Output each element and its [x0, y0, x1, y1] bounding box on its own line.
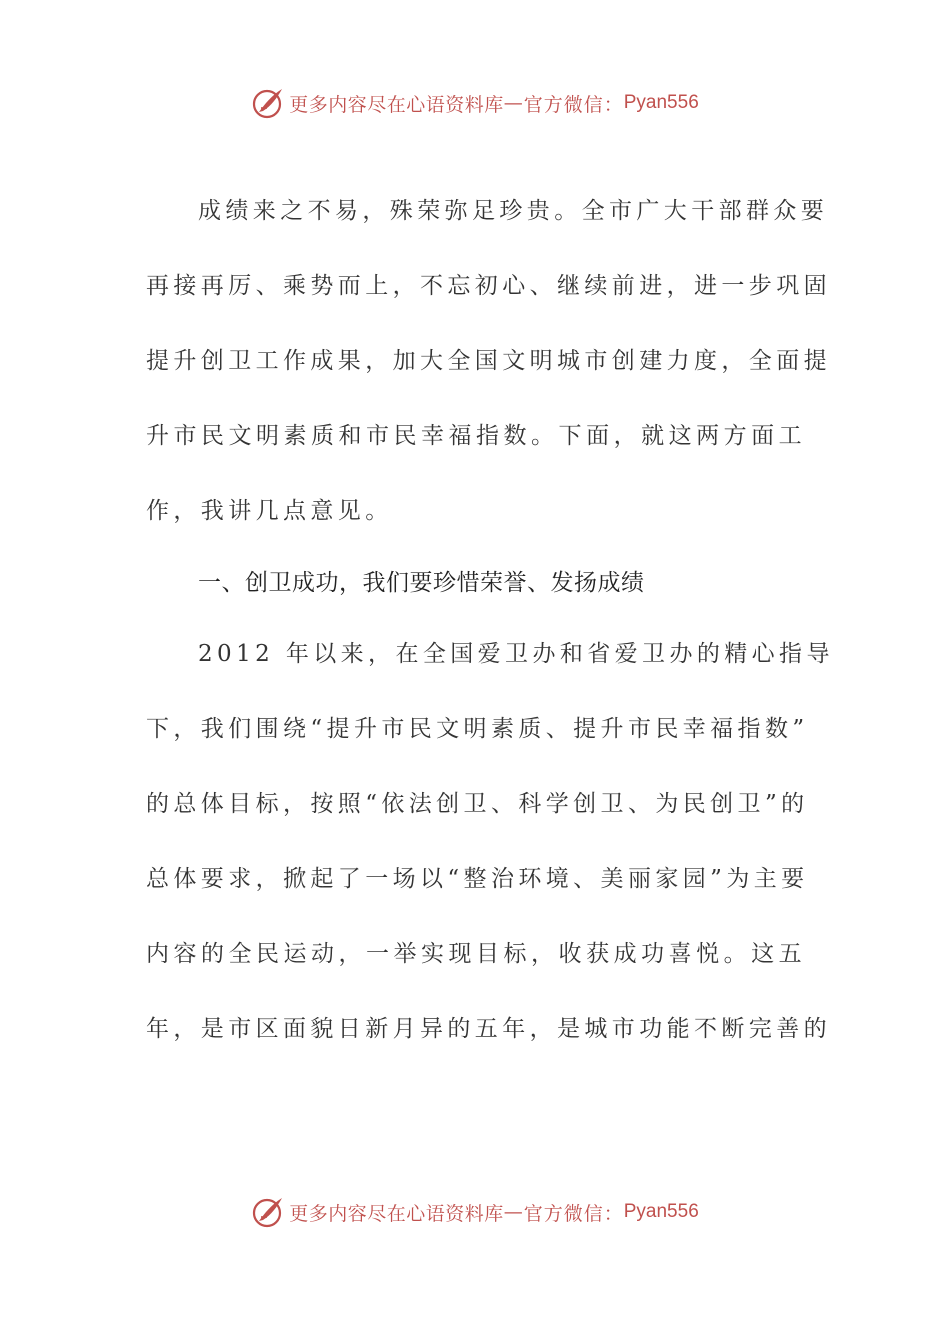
text-line: 内容的全民运动，一举实现目标，收获成功喜悦。这五 [146, 941, 806, 967]
text-line: 的总体目标，按照“依法创卫、科学创卫、为民创卫”的 [146, 791, 809, 817]
text-line: 2012 年以来，在全国爱卫办和省爱卫办的精心指导 [198, 641, 834, 667]
banner-slogan: 更多内容尽在心语资料库 [289, 1202, 504, 1225]
banner-wechat-label: 官方微信： [523, 1202, 624, 1225]
document-body [146, 174, 834, 1067]
text-line: 年，是市区面貌日新月异的五年，是城市功能不断完善的 [146, 1016, 831, 1042]
paragraph-2 [146, 617, 834, 1067]
section-heading: 一、创卫成功，我们要珍惜荣誉、发扬成绩 [198, 570, 645, 596]
paragraph-1 [146, 174, 831, 549]
banner-wechat-label: 官方微信： [523, 93, 624, 116]
header-banner [0, 83, 950, 123]
text-line: 成绩来之不易，殊荣弥足珍贵。全市广大干部群众要 [198, 198, 829, 224]
footer-banner [0, 1192, 950, 1232]
text-line: 再接再厉、乘势而上，不忘初心、继续前进，进一步巩固 [146, 273, 831, 299]
text-line: 下，我们围绕“提升市民文明素质、提升市民幸福指数” [146, 716, 809, 742]
banner-dash: — [503, 1201, 524, 1223]
banner-slogan: 更多内容尽在心语资料库 [289, 93, 504, 116]
quill-logo-icon [251, 86, 285, 120]
text-line: 提升创卫工作成果，加大全国文明城市创建力度，全面提 [146, 348, 831, 374]
banner-wechat-id: Pyan556 [623, 92, 699, 113]
quill-logo-icon [251, 1195, 285, 1229]
banner-dash: — [503, 92, 524, 114]
text-line: 总体要求，掀起了一场以“整治环境、美丽家园”为主要 [146, 866, 809, 892]
text-line: 升市民文明素质和市民幸福指数。下面，就这两方面工 [146, 423, 806, 449]
text-line: 作，我讲几点意见。 [146, 498, 393, 524]
banner-wechat-id: Pyan556 [623, 1201, 699, 1222]
